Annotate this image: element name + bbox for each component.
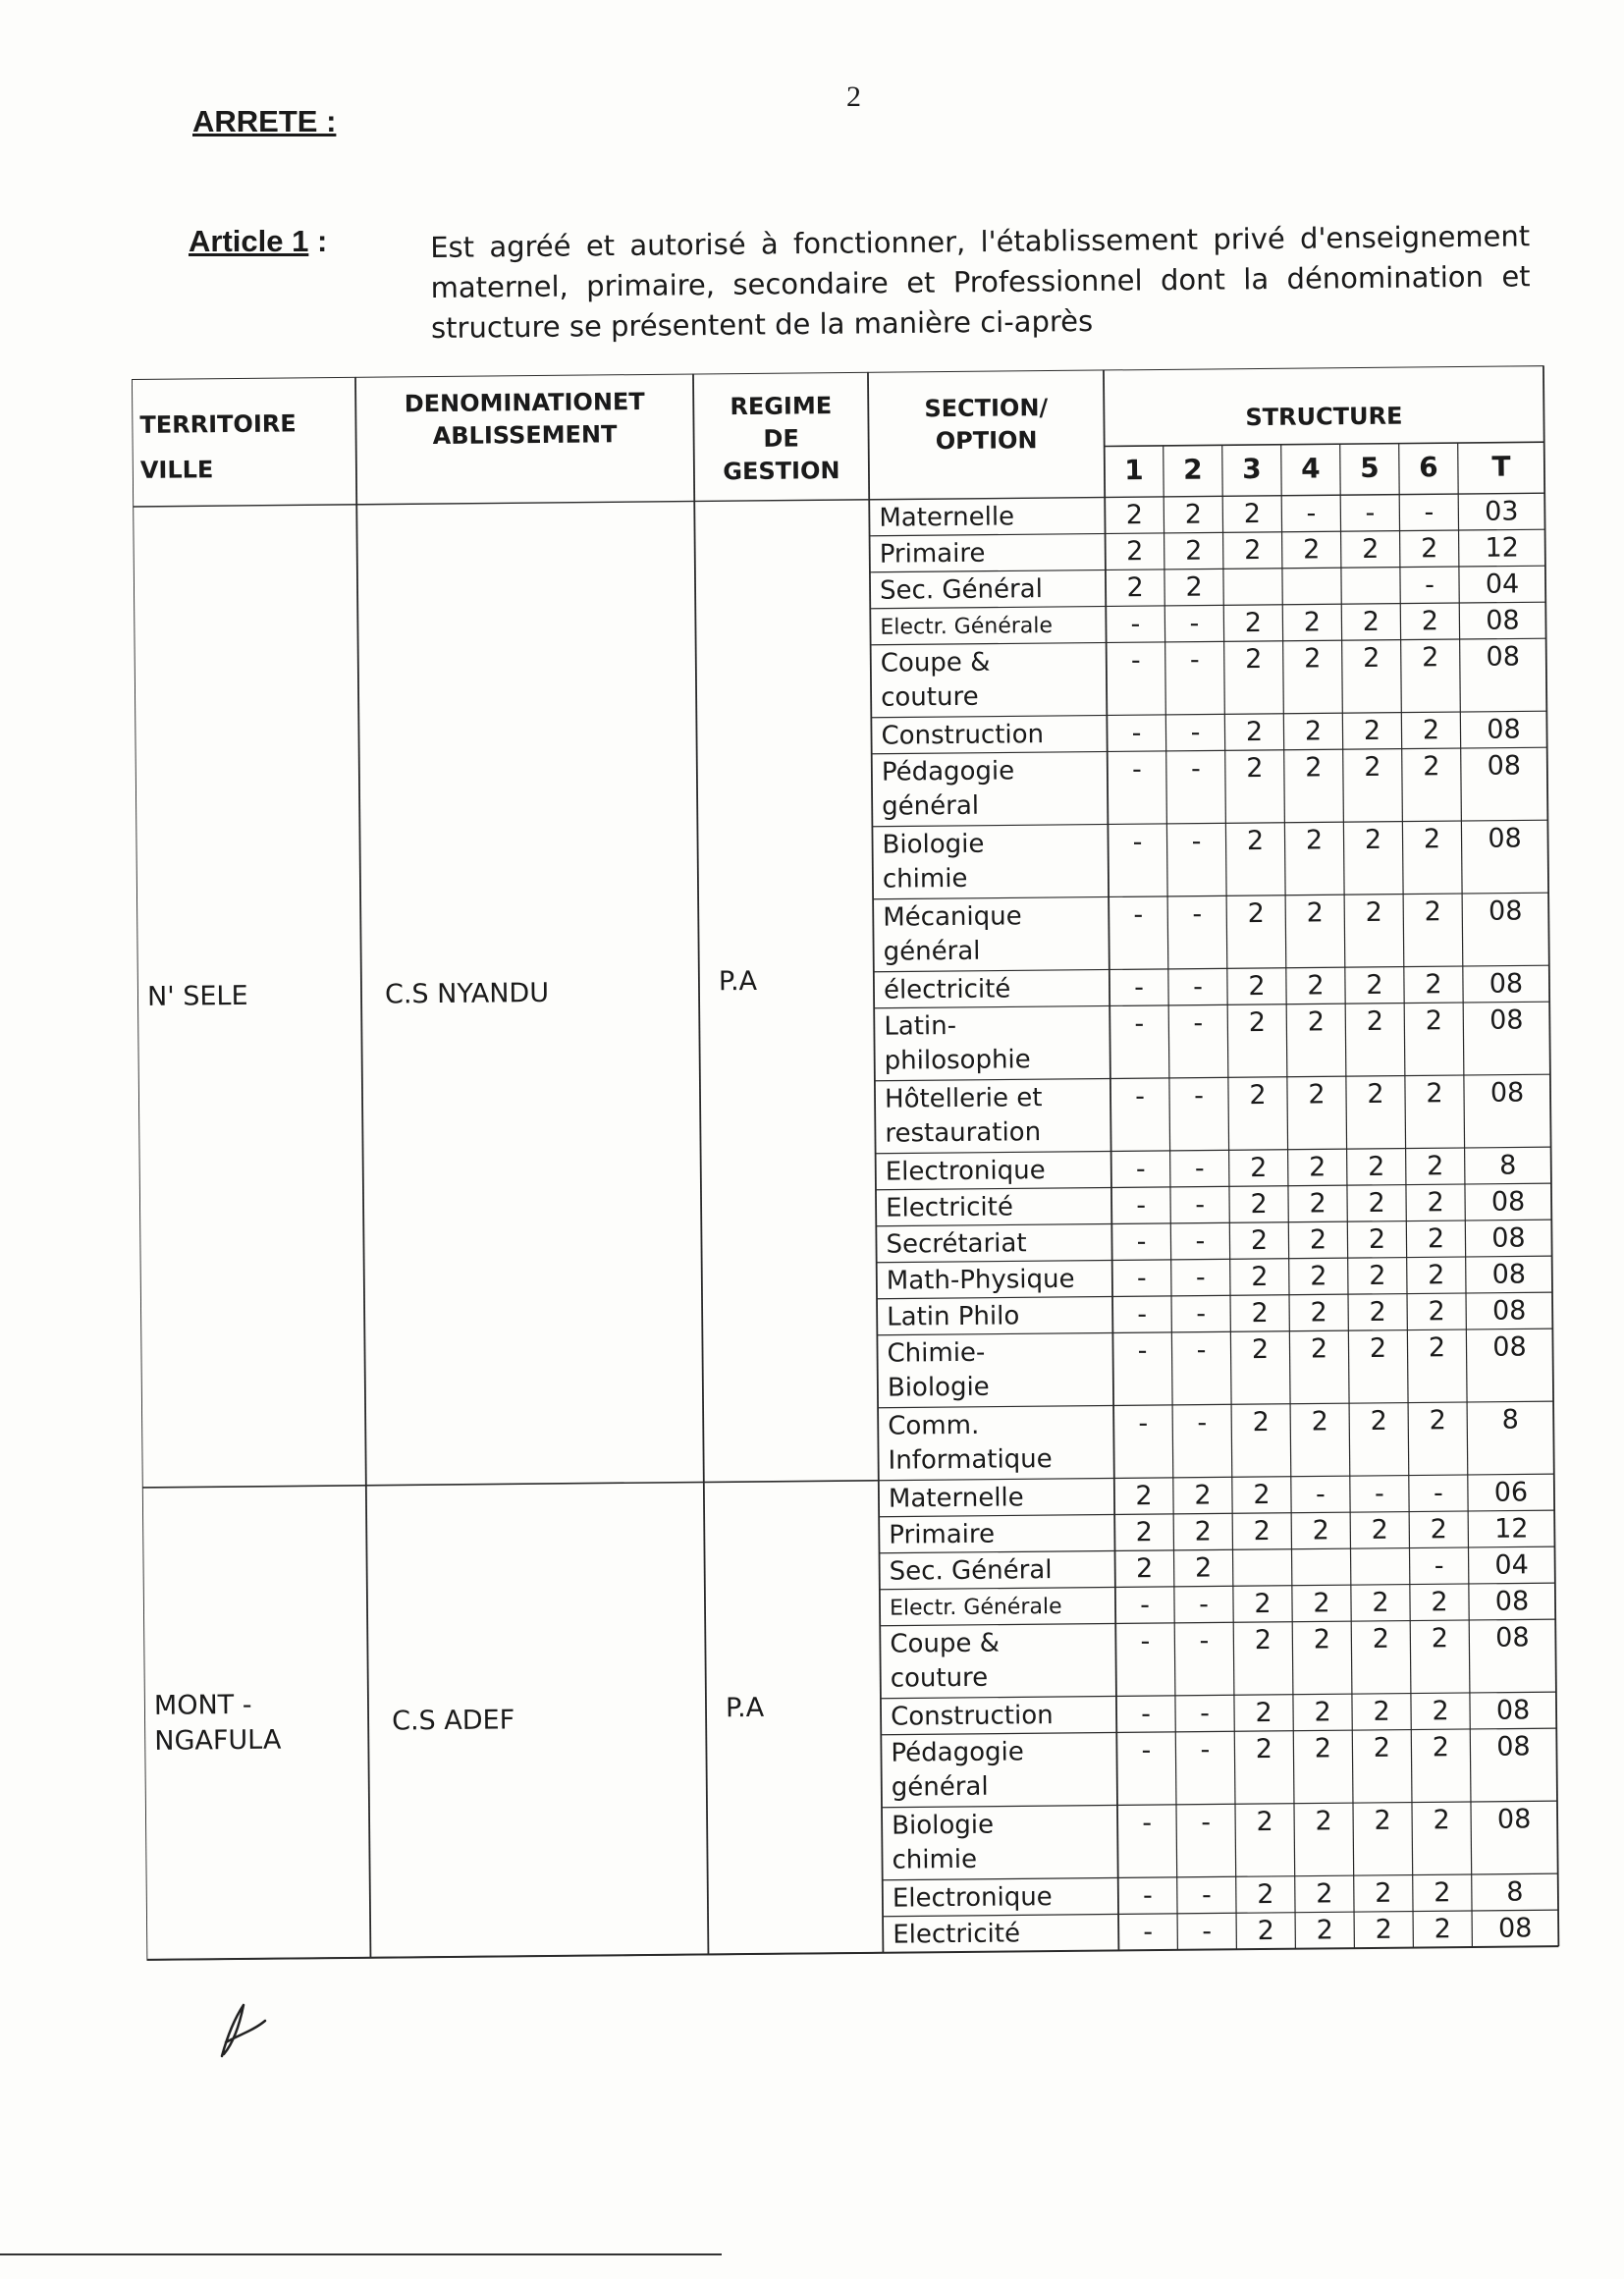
territoire-ville: MONT - NGAFULA [153,1689,282,1757]
structure-value: 2 [1428,1296,1445,1328]
section-option-label: Electronique [885,1156,1046,1187]
structure-value: 12 [1493,1513,1529,1545]
structure-value: - [1196,1298,1207,1329]
section-option-label: Electricité [893,1919,1021,1950]
article-label-separator: : [308,224,328,258]
section-option-label: Electr. Générale [880,614,1054,640]
structure-value: 2 [1362,606,1380,637]
article-body: Est agréé et autorisé à fonctionner, l'établissement privé d'enseignement maternel, primaire, secondaire et Professionnel dont la dénomination et structure se présentent de la manière ci-après [430,219,1531,345]
article-label-text: Article 1 [189,224,309,258]
structure-value: - [1197,1407,1208,1438]
structure-value: - [1433,1478,1443,1509]
structure-value: - [1199,1589,1210,1620]
structure-value: 08 [1491,1222,1526,1254]
structure-value: 2 [1309,1152,1326,1183]
section-option-label: Construction [881,720,1045,751]
structure-value: - [1195,1225,1206,1257]
structure-value: 08 [1496,1731,1531,1763]
structure-value: 08 [1487,714,1521,745]
structure-value: 2 [1425,1005,1443,1037]
structure-value: 2 [1304,643,1322,675]
section-option-label: Latin Philo [887,1301,1020,1332]
structure-value: 2 [1312,1515,1330,1546]
structure-value: 2 [1302,534,1321,566]
structure-value: - [1140,1590,1151,1621]
table-bottom-border [146,1946,1558,1960]
structure-value: - [1143,1917,1154,1948]
section-option-label: Chimie- Biologie [887,1337,990,1403]
territoire-ville: N' SELE [146,980,248,1012]
structure-value: 2 [1255,1733,1273,1765]
structure-value: 2 [1369,1332,1387,1364]
structure-value: 2 [1369,1296,1386,1328]
structure-value: 2 [1245,643,1263,676]
structure-value: 2 [1253,1479,1271,1511]
structure-value: 2 [1256,1806,1273,1838]
structure-value: 2 [1434,1914,1451,1945]
section-option-label: Electronique [892,1882,1053,1914]
structure-value: 2 [1309,1188,1326,1220]
article-label [189,224,327,259]
structure-value: 2 [1314,1697,1331,1728]
structure-value: 2 [1303,607,1322,638]
structure-value: - [1306,498,1317,529]
structure-value: 2 [1421,606,1439,637]
structure-value: 2 [1367,1078,1384,1110]
structure-value: 2 [1316,1878,1333,1910]
structure-value: - [1192,971,1204,1003]
structure-value: - [1136,1263,1147,1294]
structure-value: 2 [1363,642,1380,674]
section-option-label: Pédagogie général [881,756,1015,822]
structure-value: 2 [1431,1623,1449,1655]
structure-value: 2 [1361,533,1380,565]
structure-value: 08 [1488,895,1523,927]
structure-value: 2 [1194,1552,1213,1584]
structure-value: 2 [1310,1261,1327,1292]
structure-divider [1105,442,1544,446]
structure-value: 08 [1488,823,1522,854]
structure-value: 2 [1423,824,1441,855]
structure-value: 2 [1252,1406,1270,1438]
structure-value: 2 [1427,1223,1445,1255]
section-option-label: Secrétariat [886,1228,1027,1260]
structure-value: - [1140,1626,1151,1657]
structure-value: 2 [1368,1223,1386,1255]
structure-value: 2 [1316,1915,1333,1946]
structure-value: 2 [1373,1696,1390,1727]
header-col-t: T [1491,450,1511,483]
table-top-border [132,365,1543,379]
structure-value: 2 [1431,1587,1448,1618]
structure-value: 2 [1306,897,1325,929]
structure-value: - [1132,827,1143,858]
structure-value: 2 [1309,1224,1327,1256]
structure-value: 08 [1491,1259,1527,1290]
structure-value: 2 [1371,1514,1389,1546]
structure-value: 08 [1490,1186,1526,1218]
structure-value: 2 [1253,1515,1272,1547]
structure-value: 2 [1126,572,1144,604]
structure-value: - [1201,1807,1212,1838]
section-option-label: Coupe & couture [890,1628,1001,1694]
structure-value: 2 [1310,1333,1328,1365]
arrete-heading: ARRETE : [192,104,337,138]
structure-value: 2 [1247,897,1266,930]
structure-value: 2 [1427,1151,1444,1182]
structure-value: - [1136,1190,1147,1221]
structure-value: 12 [1485,532,1520,564]
header-col-6: 6 [1419,451,1438,484]
structure-value: 2 [1313,1624,1331,1655]
structure-value: 8 [1506,1876,1524,1908]
section-option-label: Maternelle [879,502,1015,533]
structure-value: - [1138,1408,1149,1439]
structure-value: 2 [1427,1187,1444,1219]
structure-value: - [1136,1226,1147,1258]
structure-value: 08 [1496,1804,1532,1835]
structure-value: 2 [1243,498,1262,530]
bottom-rule [0,2253,722,2255]
structure-value: 2 [1313,1588,1330,1619]
structure-value: 2 [1194,1480,1212,1511]
structure-value: 2 [1314,1733,1332,1764]
structure-value: 08 [1489,1077,1525,1109]
structure-value: 2 [1422,642,1439,674]
structure-value: 2 [1305,825,1324,856]
structure-value: 2 [1375,1914,1392,1945]
structure-value: 2 [1366,1005,1384,1037]
structure-table [132,365,1561,2009]
denomination-etablissement: C.S ADEF [391,1704,515,1737]
structure-value: 2 [1430,1514,1448,1546]
structure-value: 2 [1426,1078,1443,1110]
regime-gestion: P.A [718,965,758,997]
structure-value: 2 [1423,751,1440,783]
structure-value: 2 [1246,752,1264,785]
structure-value: - [1425,570,1435,601]
structure-value: 2 [1184,535,1203,567]
initial-signature [214,1995,273,2064]
structure-value: - [1194,1153,1205,1184]
structure-value: - [1137,1299,1148,1330]
structure-value: 2 [1432,1732,1450,1764]
structure-value: 06 [1493,1477,1529,1508]
structure-value: - [1199,1625,1210,1656]
structure-value: - [1202,1916,1213,1947]
structure-value: 2 [1248,1006,1267,1039]
structure-value: 2 [1244,607,1263,639]
section-option-label: Coupe & couture [880,647,991,713]
header-denomination: DENOMINATIONET ABLISSEMENT [404,387,645,451]
structure-value: - [1434,1550,1444,1582]
structure-value: - [1196,1334,1207,1366]
header-col-1: 1 [1124,454,1144,487]
structure-value: 2 [1425,969,1442,1001]
section-option-label: Sec. Général [889,1555,1053,1587]
structure-value: 2 [1424,896,1442,928]
structure-value: 2 [1310,1297,1327,1329]
section-option-label: Electr. Générale [889,1594,1062,1621]
structure-value: - [1135,1154,1146,1185]
structure-value: 08 [1494,1586,1530,1617]
page-number: 2 [846,81,861,113]
structure-value: 2 [1433,1805,1450,1836]
structure-value: 2 [1254,1588,1272,1620]
section-option-label: Latin- philosophie [884,1010,1031,1076]
section-option-label: Hôtellerie et restauration [884,1083,1043,1149]
structure-value: 2 [1372,1623,1390,1655]
structure-value: - [1200,1734,1211,1765]
structure-value: 2 [1251,1333,1270,1366]
structure-value: - [1133,899,1144,931]
structure-value: 03 [1485,496,1519,527]
structure-value: - [1195,1262,1206,1293]
section-option-label: Primaire [889,1519,996,1550]
header-section: SECTION/ OPTION [924,394,1049,456]
structure-value: 2 [1428,1260,1445,1291]
structure-value: 2 [1248,970,1266,1003]
structure-value: 2 [1185,571,1203,603]
structure-value: 2 [1194,1516,1213,1547]
structure-value: 2 [1364,824,1382,855]
structure-value: 08 [1495,1695,1531,1726]
structure-value: - [1141,1699,1152,1730]
structure-value: 08 [1486,641,1521,673]
structure-value: 2 [1429,1405,1446,1437]
structure-value: - [1193,1007,1204,1039]
structure-value: 2 [1366,969,1383,1001]
header-regime: REGIME DE GESTION [723,392,840,486]
structure-value: - [1141,1735,1152,1766]
structure-value: - [1133,972,1145,1004]
structure-value: 2 [1135,1517,1154,1548]
structure-value: - [1190,717,1201,748]
structure-value: 2 [1251,1297,1269,1329]
structure-value: 2 [1368,1151,1385,1182]
structure-value: 2 [1246,825,1265,857]
structure-value: 2 [1250,1224,1269,1257]
denomination-etablissement: C.S NYANDU [384,977,550,1010]
structure-value: - [1142,1880,1153,1912]
section-option-label: Primaire [879,538,986,570]
structure-value: 2 [1363,715,1381,746]
structure-value: - [1189,608,1200,639]
structure-value: 8 [1499,1150,1517,1181]
structure-value: 2 [1315,1806,1332,1837]
structure-value: 2 [1125,536,1144,568]
structure-value: 2 [1184,499,1203,530]
structure-value: 2 [1428,1332,1446,1364]
structure-value: 2 [1135,1481,1153,1512]
column-border [132,379,146,1960]
structure-value: 08 [1489,968,1524,1000]
structure-value: - [1131,754,1142,786]
section-option-label: Pédagogie général [891,1737,1024,1803]
section-option-label: Electricité [885,1192,1014,1223]
structure-value: 2 [1257,1915,1274,1947]
structure-value: - [1315,1479,1326,1510]
structure-value: 2 [1369,1260,1386,1291]
structure-value: 2 [1370,1405,1387,1437]
structure-value: 08 [1489,1004,1524,1036]
structure-value: - [1374,1478,1384,1509]
structure-value: 2 [1254,1624,1272,1656]
structure-value: 2 [1373,1732,1391,1764]
structure-value: 2 [1422,715,1440,746]
structure-value: - [1190,753,1201,785]
structure-value: - [1200,1698,1211,1729]
structure-value: 08 [1486,605,1520,636]
structure-value: 2 [1365,896,1383,928]
section-option-label: Maternelle [888,1483,1024,1514]
structure-value: - [1130,609,1141,640]
structure-value: - [1201,1879,1212,1911]
structure-value: 04 [1485,569,1520,600]
structure-value: - [1135,1081,1146,1112]
structure-value: - [1142,1808,1153,1839]
structure-value: 08 [1492,1331,1527,1363]
section-option-label: électricité [883,974,1011,1005]
structure-value: 2 [1375,1877,1392,1909]
section-option-label: Comm. Informatique [888,1410,1053,1476]
structure-value: 2 [1372,1587,1389,1618]
structure-value: 2 [1249,1079,1267,1112]
structure-value: 2 [1305,752,1323,784]
structure-value: 08 [1495,1622,1530,1654]
structure-value: - [1191,826,1202,857]
structure-value: - [1130,645,1141,677]
structure-value: 2 [1307,1006,1326,1038]
structure-value: - [1137,1335,1148,1367]
structure-value: 2 [1135,1553,1154,1585]
structure-value: 2 [1125,500,1144,531]
section-option-label: Mécanique général [883,901,1022,967]
structure-value: 2 [1251,1261,1269,1293]
section-option-label: Sec. Général [879,574,1044,606]
section-option-label: Biologie chimie [892,1810,995,1875]
group-divider [142,1481,879,1488]
structure-value: 2 [1420,533,1438,565]
section-option-label: Math-Physique [886,1264,1075,1296]
structure-value: 2 [1250,1188,1268,1221]
header-col-3: 3 [1242,452,1262,486]
structure-value: - [1194,1080,1205,1112]
structure-value: 2 [1250,1152,1268,1184]
structure-value: - [1189,644,1200,676]
header-territoire: TERRITOIRE VILLE [139,409,297,484]
regime-gestion: P.A [725,1692,765,1723]
structure-value: 2 [1368,1187,1385,1219]
structure-value: 2 [1243,534,1262,567]
header-col-4: 4 [1301,452,1321,485]
structure-value: 08 [1487,750,1522,782]
structure-value: 2 [1245,716,1264,748]
structure-value: - [1195,1189,1206,1221]
structure-value: 2 [1304,716,1323,747]
header-col-5: 5 [1360,451,1380,484]
section-option-label: Construction [890,1701,1054,1732]
header-col-2: 2 [1183,453,1203,486]
structure-value: 2 [1311,1406,1328,1438]
structure-value: 2 [1307,970,1325,1002]
structure-value: 08 [1497,1913,1533,1944]
structure-value: 2 [1432,1696,1449,1727]
structure-value: 08 [1491,1295,1527,1327]
structure-value: 2 [1364,751,1381,783]
structure-value: 2 [1434,1877,1451,1909]
structure-value: 2 [1257,1878,1274,1911]
structure-value: - [1365,497,1376,528]
structure-value: 2 [1255,1697,1272,1729]
header-structure: STRUCTURE [1245,402,1403,432]
structure-value: - [1192,898,1203,930]
structure-value: - [1424,497,1435,528]
structure-value: 2 [1374,1805,1391,1836]
structure-value: 8 [1501,1404,1519,1436]
structure-value: - [1131,718,1142,749]
structure-value: 2 [1308,1079,1326,1111]
structure-value: 04 [1494,1549,1529,1581]
section-option-label: Biologie chimie [882,829,985,895]
structure-value: - [1134,1008,1145,1040]
